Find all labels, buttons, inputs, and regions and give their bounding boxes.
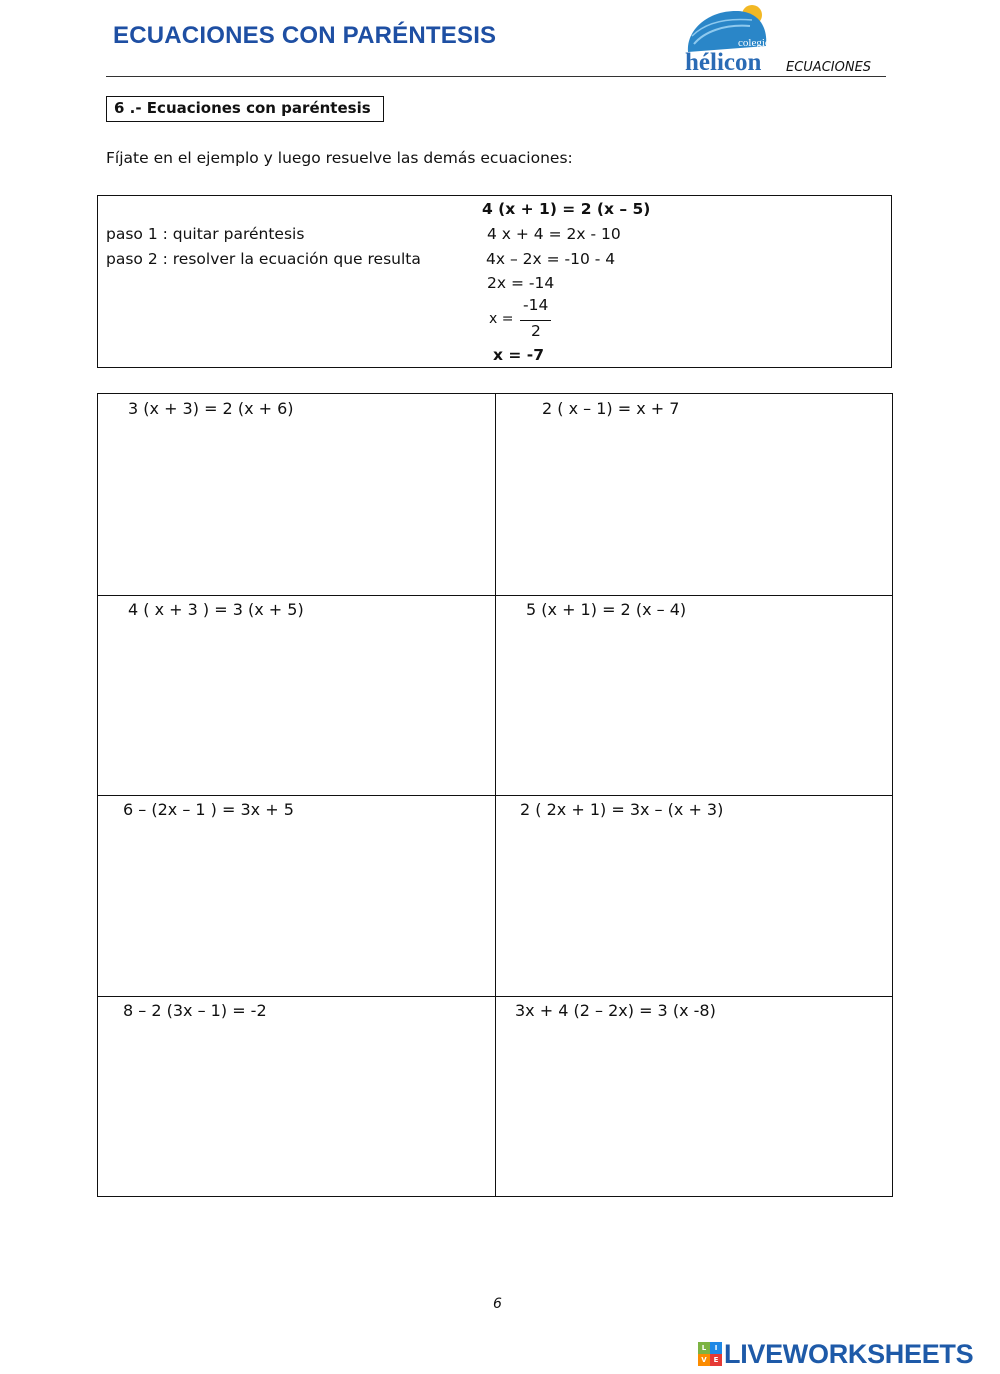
example-fraction bbox=[487, 296, 567, 346]
exercise-equation: 2 ( x – 1) = x + 7 bbox=[542, 399, 680, 418]
example-line3: 2x = -14 bbox=[487, 274, 555, 292]
example-answer: x = -7 bbox=[493, 346, 544, 364]
exercise-cell-1[interactable] bbox=[98, 394, 495, 595]
step1-label: paso 1 : quitar paréntesis bbox=[106, 225, 305, 243]
fraction-bar bbox=[520, 320, 551, 321]
school-logo bbox=[680, 2, 780, 76]
logo-globe-icon bbox=[680, 2, 780, 76]
step2-label: paso 2 : resolver la ecuación que resulta bbox=[106, 250, 421, 268]
exercise-cell-8[interactable] bbox=[495, 996, 893, 1196]
logo-small-text: colegio bbox=[738, 37, 771, 49]
exercise-equation: 5 (x + 1) = 2 (x – 4) bbox=[526, 600, 687, 619]
liveworksheets-squares-icon bbox=[698, 1342, 722, 1366]
exercise-cell-6[interactable] bbox=[495, 795, 893, 996]
fraction-denominator: 2 bbox=[531, 322, 541, 340]
exercise-equation: 3x + 4 (2 – 2x) = 3 (x -8) bbox=[515, 1001, 716, 1020]
step1-result: 4 x + 4 = 2x - 10 bbox=[487, 225, 621, 243]
header-divider bbox=[106, 76, 886, 77]
logo-main-text: hélicon bbox=[685, 49, 762, 76]
exercise-cell-3[interactable] bbox=[98, 595, 495, 795]
exercise-grid bbox=[97, 393, 893, 1197]
example-equation: 4 (x + 1) = 2 (x – 5) bbox=[482, 200, 651, 218]
document-title: ECUACIONES CON PARÉNTESIS bbox=[113, 22, 497, 49]
fraction-numerator: -14 bbox=[523, 296, 549, 314]
exercise-cell-2[interactable] bbox=[495, 394, 893, 595]
exercise-equation: 3 (x + 3) = 2 (x + 6) bbox=[128, 399, 294, 418]
instruction-text: Fíjate en el ejemplo y luego resuelve las demás ecuaciones: bbox=[106, 149, 573, 167]
header-tag: ECUACIONES bbox=[786, 60, 872, 75]
brand-square-l: L bbox=[698, 1342, 710, 1354]
brand-square-v: V bbox=[698, 1354, 710, 1366]
brand-square-i: I bbox=[710, 1342, 722, 1354]
exercise-cell-4[interactable] bbox=[495, 595, 893, 795]
exercise-equation: 2 ( 2x + 1) = 3x – (x + 3) bbox=[520, 800, 724, 819]
fraction-lhs: x = bbox=[489, 311, 514, 327]
exercise-cell-7[interactable] bbox=[98, 996, 495, 1196]
liveworksheets-wordmark: LIVEWORKSHEETS bbox=[724, 1338, 974, 1369]
brand-square-e: E bbox=[710, 1354, 722, 1366]
exercise-equation: 6 – (2x – 1 ) = 3x + 5 bbox=[123, 800, 294, 819]
exercise-equation: 8 – 2 (3x – 1) = -2 bbox=[123, 1001, 267, 1020]
section-heading: 6 .- Ecuaciones con paréntesis bbox=[106, 96, 384, 122]
page-number: 6 bbox=[493, 1296, 502, 1312]
exercise-equation: 4 ( x + 3 ) = 3 (x + 5) bbox=[128, 600, 304, 619]
exercise-cell-5[interactable] bbox=[98, 795, 495, 996]
liveworksheets-logo[interactable] bbox=[698, 1339, 973, 1369]
step2-result: 4x – 2x = -10 - 4 bbox=[486, 250, 616, 268]
